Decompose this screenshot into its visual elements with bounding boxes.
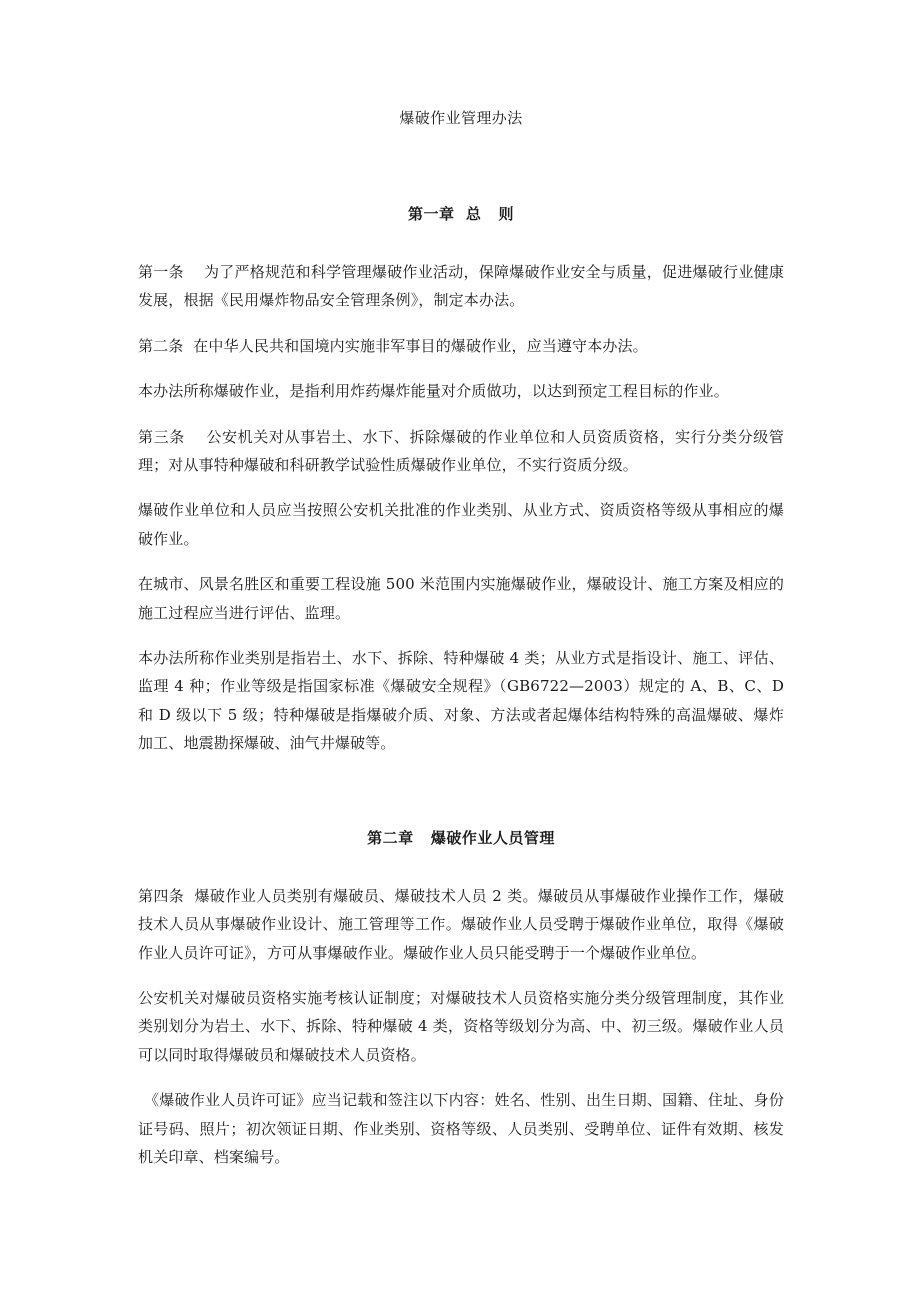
spacer: [138, 132, 784, 200]
spacer: [138, 758, 784, 824]
spacer: [138, 228, 784, 258]
article-paragraph: 爆破作业单位和人员应当按照公安机关批准的作业类别、从业方式、资质资格等级从事相应的爆破作业。: [138, 501, 784, 548]
document-body: [138, 104, 789, 1171]
article-paragraph: 《爆破作业人员许可证》应当记载和签注以下内容：姓名、性别、出生日期、国籍、住址、身份证号码、照片；初次领证日期、作业类别、资格等级、人员类别、受聘单位、证件有效期、核发机关印章、档案编号。: [138, 1091, 784, 1166]
article-paragraph: 第三条 公安机关对从事岩土、水下、拆除爆破的作业单位和人员资质资格，实行分类分级管理；对从事特种爆破和科研教学试验性质爆破作业单位，不实行资质分级。: [138, 427, 784, 475]
article-paragraph: 第一条 为了严格规范和科学管理爆破作业活动，保障爆破作业安全与质量，促进爆破行业健康发展，根据《民用爆炸物品安全管理条例》，制定本办法。: [138, 263, 784, 310]
chapter-heading-1: 第一章 总 则: [407, 205, 515, 223]
article-paragraph: 第二条 在中华人民共和国境内实施非军事目的爆破作业，应当遵守本办法。: [138, 336, 648, 355]
article-paragraph: 公安机关对爆破员资格实施考核认证制度；对爆破技术人员资格实施分类分级管理制度，其作业类别划分为岩土、水下、拆除、特种爆破 4 类，资格等级划分为高、中、初三级。爆破作业人员可以同时取得爆破员和爆破技术人员资格。: [138, 988, 784, 1064]
spacer: [138, 852, 784, 882]
chapter-heading-2: 第二章 爆破作业人员管理: [367, 828, 555, 847]
article-paragraph: 本办法所称作业类别是指岩土、水下、拆除、特种爆破 4 类；从业方式是指设计、施工、评估、监理 4 种；作业等级是指国家标准《爆破安全规程》（GB6722—2003）规定的 A、B、C、D 和 D 级以下 5 级；特种爆破是指爆破介质、对象、方法或者起爆体结构特殊的高温爆破、爆炸加工、地震勘探爆破、油气井爆破等。: [138, 649, 789, 753]
article-paragraph: 本办法所称爆破作业，是指利用炸药爆炸能量对介质做功，以达到预定工程目标的作业。: [138, 382, 729, 401]
article-paragraph: 在城市、风景名胜区和重要工程设施 500 米范围内实施爆破作业，爆破设计、施工方案及相应的施工过程应当进行评估、监理。: [138, 575, 784, 622]
article-paragraph: 第四条 爆破作业人员类别有爆破员、爆破技术人员 2 类。爆破员从事爆破作业操作工作，爆破技术人员从事爆破作业设计、施工管理等工作。爆破作业人员受聘于爆破作业单位，取得《爆破作业人员许可证》，方可从事爆破作业。爆破作业人员只能受聘于一个爆破作业单位。: [138, 886, 784, 962]
page-title: 爆破作业管理办法: [399, 109, 523, 127]
